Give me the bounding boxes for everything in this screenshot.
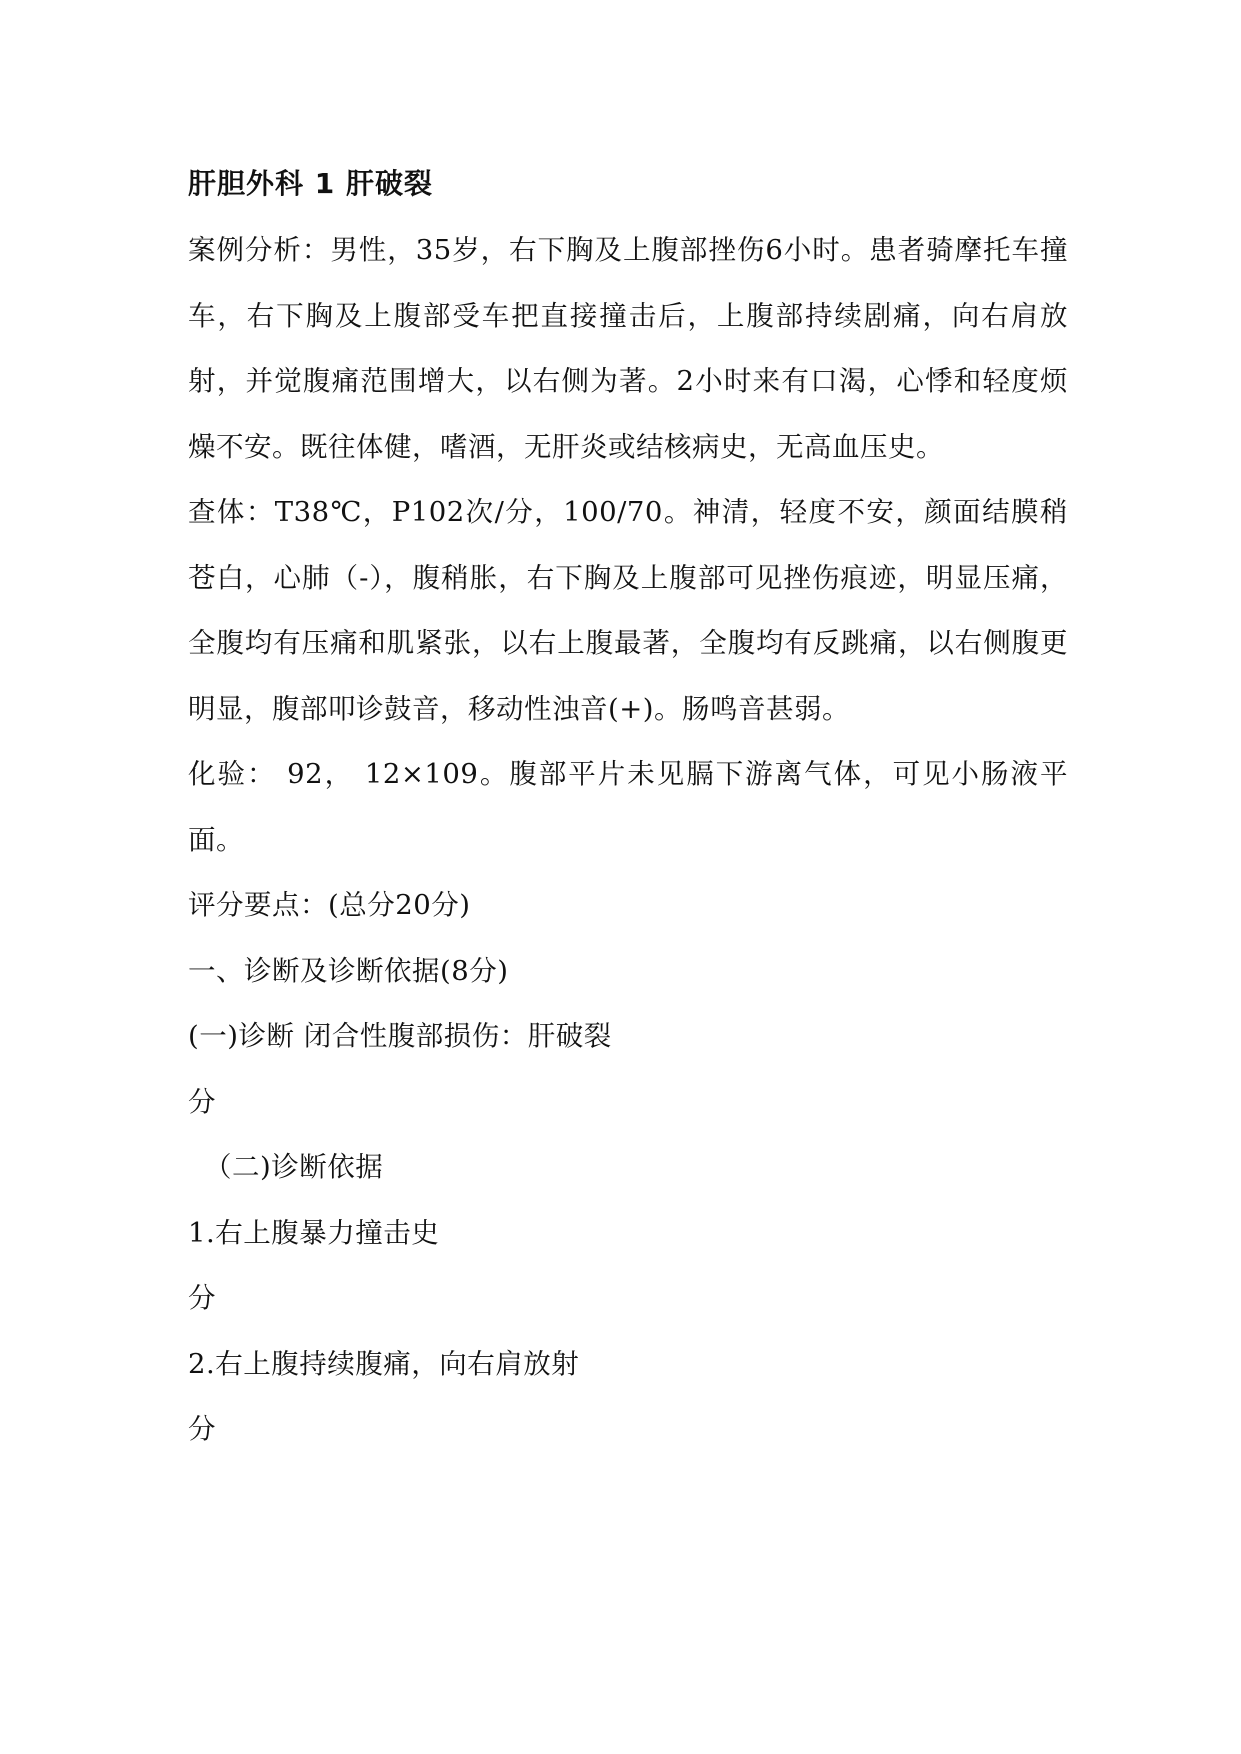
diagnosis-line: (一)诊断 闭合性腹部损伤：肝破裂 <box>188 1020 612 1052</box>
diagnosis-basis-heading: （二)诊断依据 <box>204 1151 384 1183</box>
score-unit-line: 分 <box>188 1413 216 1445</box>
document-page <box>188 160 1068 1463</box>
basis-item-2: 2.右上腹持续腹痛，向右肩放射 <box>188 1347 580 1380</box>
score-unit-line: 分 <box>188 1085 216 1118</box>
basis-item-1: 1.右上腹暴力撞击史 <box>188 1216 440 1249</box>
lab-results-paragraph: 化验： 92， 12×109。腹部平片未见膈下游离气体，可见小肠液平面。 <box>188 758 1068 856</box>
physical-exam-paragraph: 查体：T38℃，P102次/分，100/70。神清，轻度不安，颜面结膜稍苍白，心肺（-），腹稍胀，右下胸及上腹部可见挫伤痕迹，明显压痛，全腹均有压痛和肌紧张，以右上腹最著，全腹均有反跳痛，以右侧腹更明显，腹部叩诊鼓音，移动性浊音(+)。肠鸣音甚弱。 <box>188 496 1068 725</box>
document-title: 肝胆外科 1 肝破裂 <box>188 167 433 200</box>
section-diagnosis-heading: 一、诊断及诊断依据(8分) <box>188 954 509 987</box>
case-analysis-paragraph: 案例分析：男性，35岁，右下胸及上腹部挫伤6小时。患者骑摩托车撞车，右下胸及上腹部受车把直接撞击后，上腹部持续剧痛，向右肩放射，并觉腹痛范围增大，以右侧为著。2小时来有口渴，心悸和轻度烦燥不安。既往体健，嗜酒，无肝炎或结核病史，无高血压史。 <box>188 234 1068 463</box>
score-unit-line: 分 <box>188 1282 216 1314</box>
scoring-points-heading: 评分要点：(总分20分) <box>188 889 471 921</box>
